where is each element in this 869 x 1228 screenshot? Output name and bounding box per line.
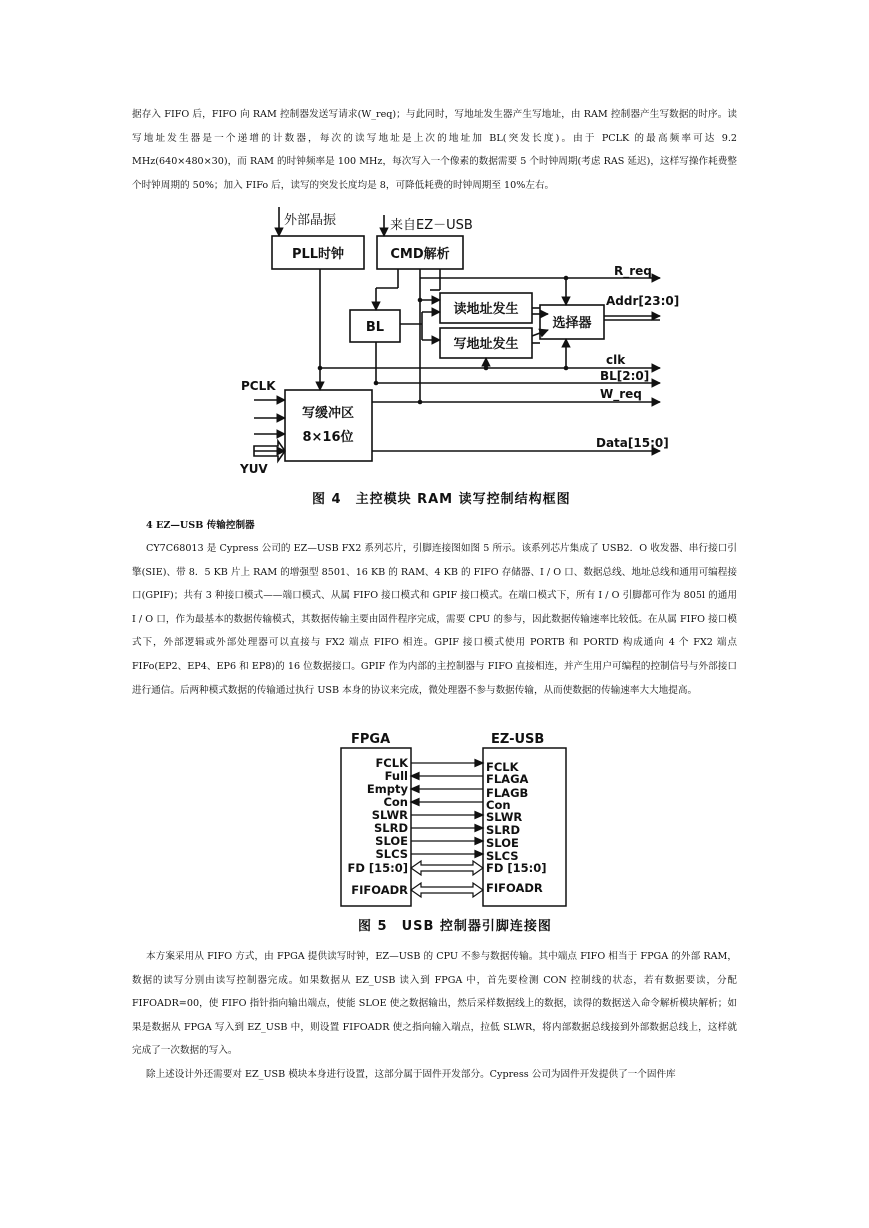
pclk-label: PCLK (241, 379, 276, 393)
bl-box-label: BL (365, 320, 385, 335)
fpga-pin-label: FCLK (375, 756, 408, 770)
figure-4-caption: 图 4 主控模块 RAM 读写控制结构框图 (312, 492, 571, 507)
figure-5-caption: 图 5 USB 控制器引脚连接图 (358, 919, 552, 934)
write-addr-box-label: 写地址发生 (453, 337, 519, 352)
paragraph-4: 除上述设计外还需要对 EZ_USB 模块本身进行设置，这部分属于固件开发部分。Cypress 公司为固件开发提供了一个固件库 (146, 1069, 676, 1080)
r-req-label: R_req (614, 264, 652, 278)
clk-label: clk (606, 353, 626, 367)
fpga-pin-label: FD [15:0] (347, 861, 408, 875)
w-req-label: W_req (600, 387, 642, 401)
ext-crystal-label: 外部晶振 (284, 213, 337, 228)
fpga-pin-label: FIFOADR (351, 883, 408, 897)
fpga-pin-label: Con (383, 795, 408, 809)
yuv-label: YUV (240, 462, 268, 476)
fpga-pin-label: SLOE (375, 834, 408, 848)
read-addr-box-label: 读地址发生 (453, 302, 519, 317)
section-heading: 4 EZ—USB 传输控制器 (146, 520, 255, 531)
buffer-label-2: 8×16位 (302, 430, 354, 445)
cmd-box-label: CMD解析 (390, 247, 450, 262)
ezusb-pin-label: FD [15:0] (486, 861, 547, 875)
ezusb-pin-label: FLAGA (486, 772, 529, 786)
data-bus-label: Data[15:0] (596, 436, 669, 450)
fpga-pin-label: Empty (366, 782, 408, 796)
paragraph-2: CY7C68013 是 Cypress 公司的 EZ—USB FX2 系列芯片，引脚连接图如图 5 所示。该系列芯片集成了 USB2．O 收发器、串行接口引擎(SIE)、带 8．5 KB 片上 RAM 的增强型 8501、16 KB 的 RAM、4 KB 的 FIFO 存储器、I / O 口、数据总线、地址总线和通用可编程接口(GPIF)；共有 3 种接口模式——端口模式、从属 FIFO 接口模式和 GPIF 接口模式。在端口模式下，所有 I / O 引脚都可作为 805l 的通用 I / O 口，作为最基本的数据传输模式，其数据传输主要由固件程序完成，需要 CPU 的参与，因此数据传输速率比较低。在从属 FIFO 接口模式下，外部逻辑或外部处理器可以直接与 FX2 端点 FIFO 相连。GPIF 接口模式使用 PORTB 和 PORTD 构成通向 4 个 FX2 端点 FIFo(EP2、EP4、EP6 和 EP8)的 16 位数据接口。GPIF 作为内部的主控制器与 FIFO 直接相连，并产生用户可编程的控制信号与外部接口进行通信。后两种模式数据的传输通过执行 USB 本身的协议来完成，微处理器不参与数据传输，从而使数据的传输速率大大地提高。 (132, 543, 737, 696)
ezusb-pin-label: SLCS (486, 849, 519, 863)
ezusb-pin-label: SLOE (486, 836, 519, 850)
addr-label: Addr[23:0] (606, 294, 680, 308)
fpga-pin-label: Full (384, 769, 408, 783)
bl-bus-label: BL[2:0] (600, 369, 650, 383)
ezusb-label: EZ-USB (491, 732, 545, 747)
fpga-label: FPGA (351, 732, 391, 747)
pll-box-label: PLL时钟 (291, 247, 345, 262)
fpga-pin-label: SLRD (373, 821, 408, 835)
ezusb-pin-label: Con (486, 798, 511, 812)
fpga-pin-label: SLWR (371, 808, 408, 822)
paragraph-3: 本方案采用从 FIFO 方式，由 FPGA 提供读写时钟，EZ—USB 的 CPU 不参与数据传输。其中端点 FIFO 相当于 FPGA 的外部 RAM，数据的读写分别由读写控制器完成。如果数据从 EZ_USB 读入到 FPGA 中，首先要检测 CON 控制线的状态，若有数据要读，分配 FIFOADR=00，使 FIFO 指针指向输出端点，使能 SLOE 使之数据输出，然后采样数据线上的数据，读得的数据送入命令解析模块解析；如果是数据从 FPGA 写入到 EZ_USB 中，则设置 FIFOADR 使之指向输入端点，拉低 SLWR，将内部数据总线接到外部数据总线上，这样就完成了一次数据的写入。 (132, 951, 737, 1057)
fpga-pin-label: SLCS (375, 847, 408, 861)
ezusb-pin-label: FLAGB (486, 786, 529, 800)
selector-box-label: 选择器 (552, 316, 592, 331)
paragraph-1: 据存入 FIFO 后，FIFO 向 RAM 控制器发送写请求(W_req)；与此同时，写地址发生器产生写地址，由 RAM 控制器产生写数据的时序。读写地址发生器是一个递增的计数器，每次的读写地址是上次的地址加 BL(突发长度)。由于 PCLK 的最高频率可达 9.2 MHz(640×480×30)，而 RAM 的时钟频率是 100 MHz，每次写入一个像素的数据需要 5 个时钟周期(考虑 RAS 延迟)，这样写操作耗费整个时钟周期的 50%；加入 FIFo 后，读写的突发长度均是 8，可降低耗费的时钟周期至 10%左右。 (132, 109, 737, 191)
buffer-label-1: 写缓冲区 (301, 406, 355, 421)
ezusb-pin-label: SLRD (486, 823, 521, 837)
from-ezusb-label: 来自EZ－USB (390, 218, 473, 233)
ezusb-pin-label: SLWR (486, 810, 523, 824)
ezusb-pin-label: FIFOADR (486, 881, 543, 895)
ezusb-pin-label: FCLK (486, 760, 519, 774)
